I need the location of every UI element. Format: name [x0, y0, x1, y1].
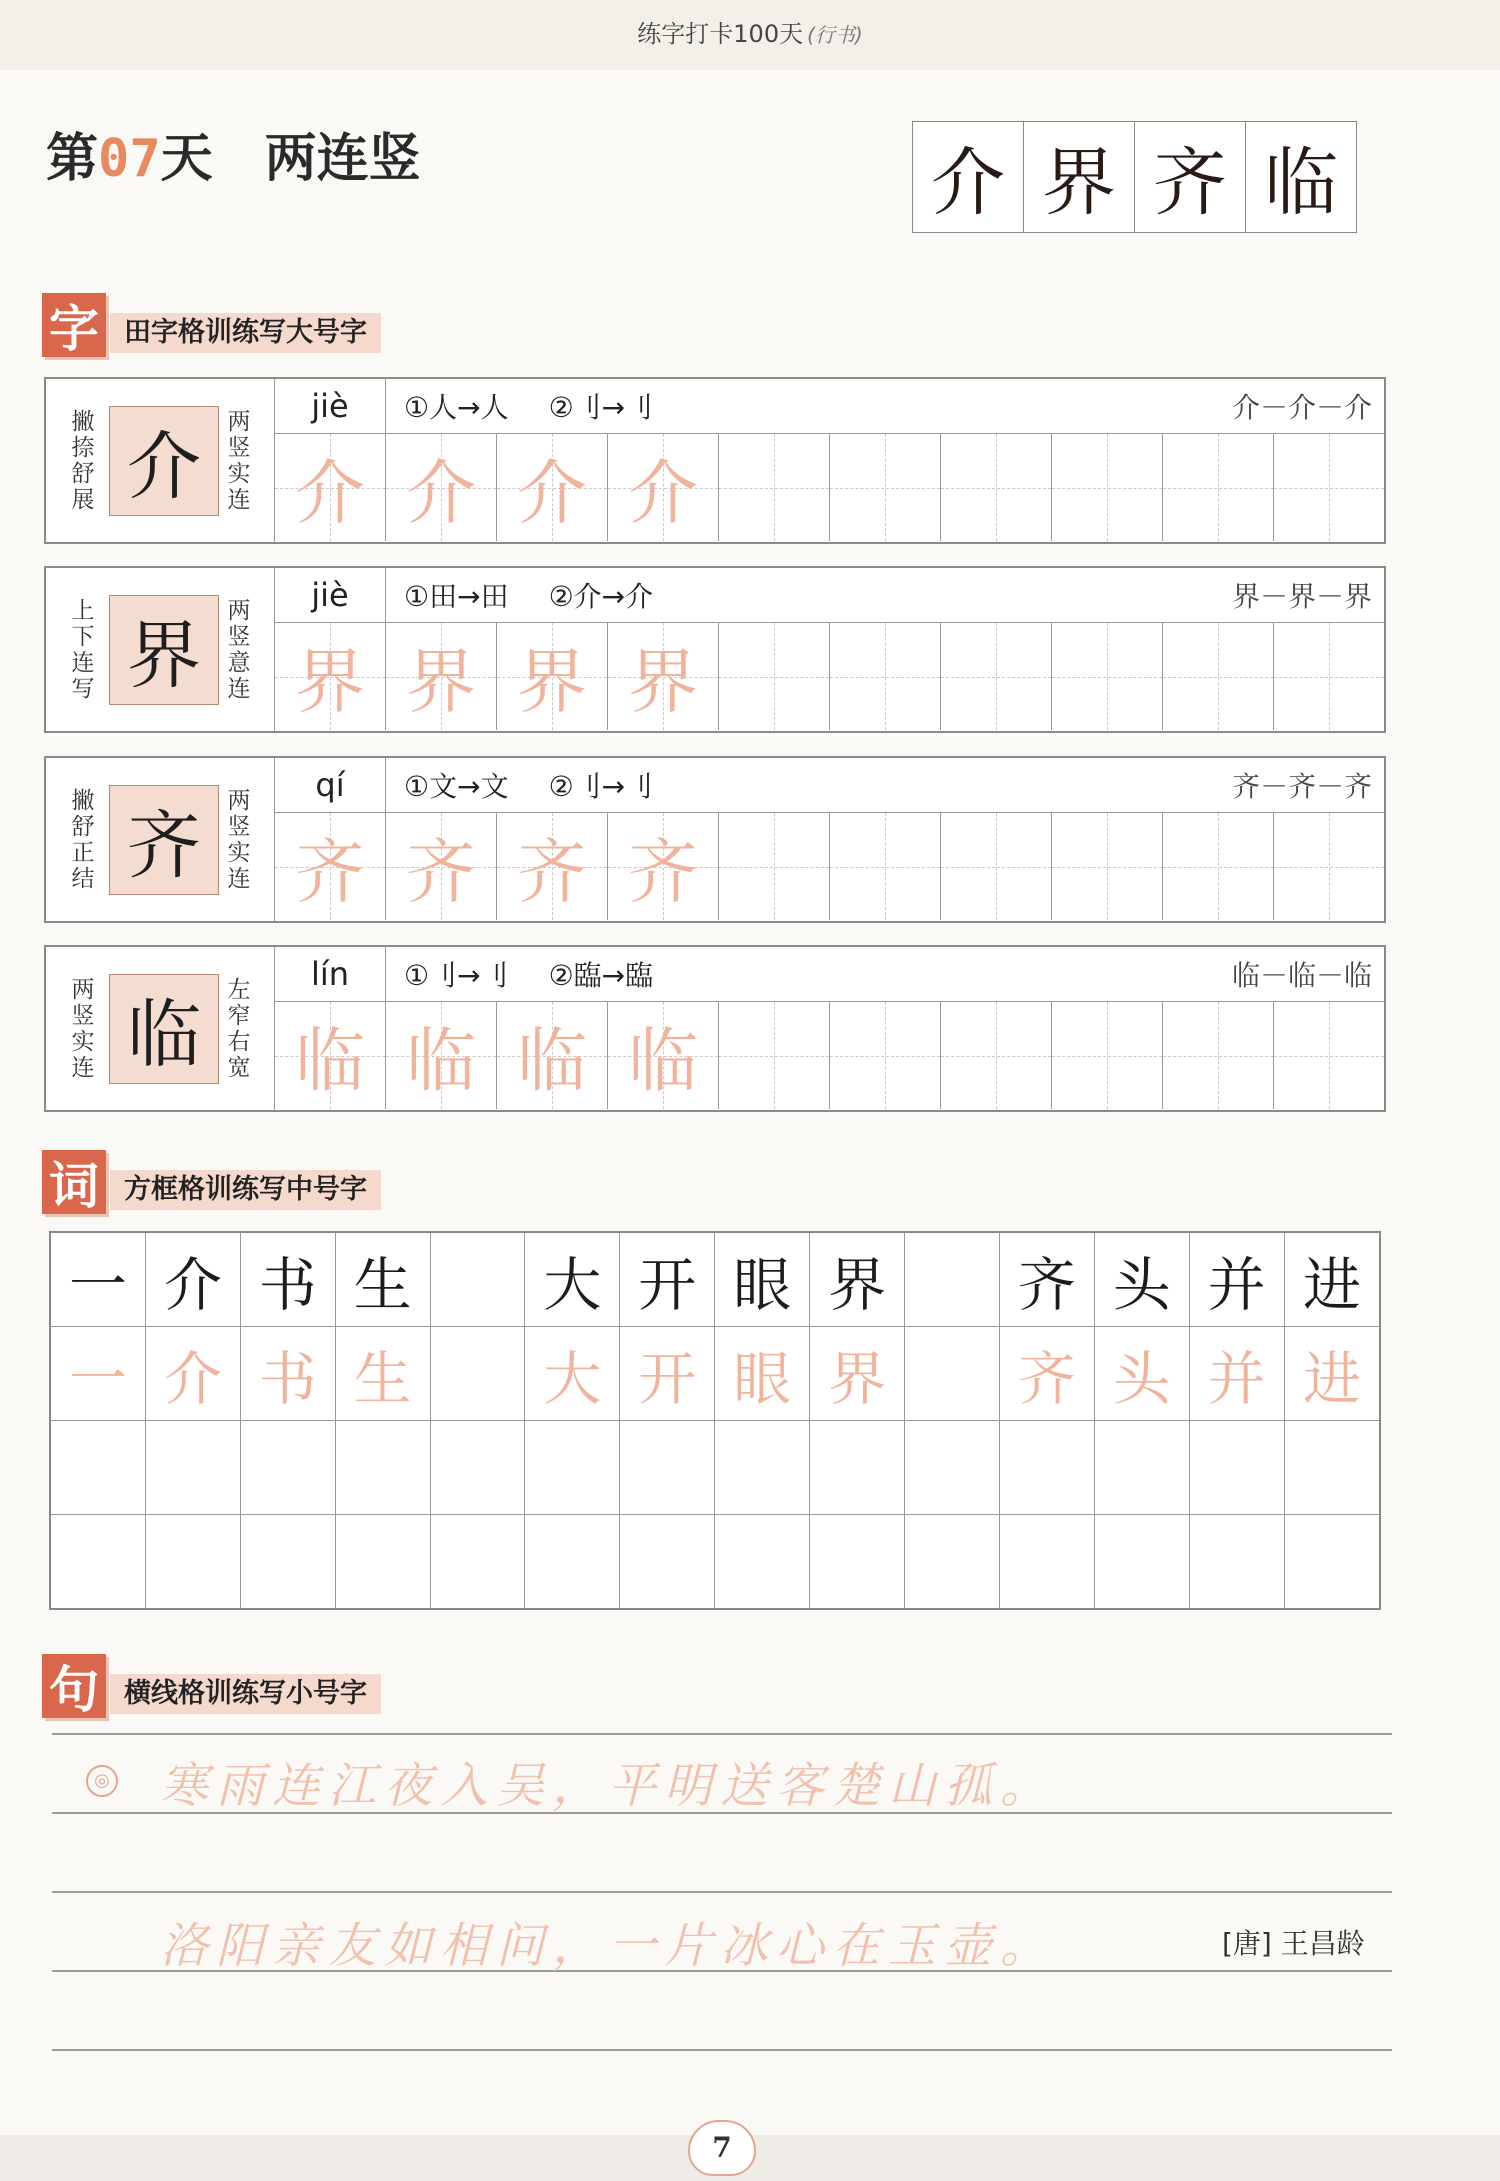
word-practice-grid	[49, 1231, 1381, 1610]
right-note: 两竖意连	[227, 598, 251, 702]
model-char: 临	[109, 974, 219, 1084]
word-empty-cell[interactable]	[810, 1515, 905, 1608]
trace-cell[interactable]	[608, 623, 719, 730]
empty-cell[interactable]	[1274, 623, 1384, 730]
trace-char: 齐	[517, 831, 587, 913]
empty-cell[interactable]	[941, 813, 1052, 920]
practice-grid	[275, 434, 1384, 541]
empty-cell[interactable]	[1163, 434, 1274, 541]
trace-cell[interactable]	[386, 1002, 497, 1109]
word-empty-cell[interactable]	[241, 1515, 336, 1608]
header-title: 练字打卡100天	[637, 20, 804, 48]
trace-char: 界	[628, 641, 698, 723]
word-model-cell: 齐	[1000, 1233, 1095, 1327]
day-title	[46, 116, 421, 191]
word-empty-cell[interactable]	[1190, 1421, 1285, 1515]
empty-cell[interactable]	[830, 1002, 941, 1109]
preview-char: 介	[913, 122, 1024, 232]
empty-cell[interactable]	[719, 623, 830, 730]
word-model-cell: 头	[1095, 1233, 1190, 1327]
section-label: 田字格训练写大号字	[110, 313, 381, 353]
char-practice-block	[44, 945, 1386, 1112]
word-empty-cell[interactable]	[620, 1515, 715, 1608]
section-small-header	[42, 1654, 381, 1718]
trace-char: 介	[406, 452, 476, 534]
model-char: 界	[109, 595, 219, 705]
trace-char: 临	[406, 1020, 476, 1102]
lesson-topic: 两连竖	[264, 128, 421, 189]
char-model	[46, 758, 275, 921]
right-note: 两竖实连	[227, 409, 251, 513]
day-number: 07	[98, 129, 161, 189]
word-model-cell: 介	[146, 1233, 241, 1327]
word-empty-cell[interactable]	[431, 1421, 526, 1515]
trace-cell[interactable]	[497, 1002, 608, 1109]
day-suffix: 天	[160, 128, 213, 189]
word-model-cell: 生	[336, 1233, 431, 1327]
word-trace-cell[interactable]: 眼	[715, 1327, 810, 1421]
pinyin: jiè	[275, 568, 386, 622]
empty-cell[interactable]	[1052, 434, 1163, 541]
trace-char: 界	[295, 641, 365, 723]
word-empty-cell[interactable]	[810, 1421, 905, 1515]
word-trace-cell[interactable]: 大	[525, 1327, 620, 1421]
word-trace-cell[interactable]: 界	[810, 1327, 905, 1421]
word-trace-cell[interactable]: 介	[146, 1327, 241, 1421]
empty-cell[interactable]	[1274, 813, 1384, 920]
empty-cell[interactable]	[1163, 623, 1274, 730]
empty-cell[interactable]	[830, 623, 941, 730]
page-number: 7	[688, 2120, 756, 2176]
word-trace-cell[interactable]: 一	[51, 1327, 146, 1421]
word-trace-cell[interactable]: 头	[1095, 1327, 1190, 1421]
left-note: 撇舒正结	[71, 788, 95, 892]
trace-char: 齐	[295, 831, 365, 913]
stroke-step: ②刂→刂	[548, 391, 654, 424]
stroke-step: ①文→文	[404, 770, 509, 803]
word-empty-cell[interactable]	[715, 1421, 810, 1515]
trace-char: 临	[517, 1020, 587, 1102]
stroke-step: ①刂→刂	[404, 959, 509, 992]
word-empty-cell[interactable]	[1095, 1421, 1190, 1515]
empty-cell[interactable]	[941, 623, 1052, 730]
pinyin: qí	[275, 758, 386, 812]
trace-cell[interactable]	[275, 434, 386, 541]
trace-cell[interactable]	[608, 813, 719, 920]
word-empty-cell[interactable]	[146, 1515, 241, 1608]
trace-cell[interactable]	[497, 434, 608, 541]
trace-cell[interactable]	[497, 813, 608, 920]
trace-cell[interactable]	[275, 623, 386, 730]
stroke-step: ①人→人	[404, 391, 509, 424]
header-subtitle: (行书)	[807, 23, 863, 47]
ruled-line	[52, 1733, 1392, 1735]
model-char: 介	[109, 406, 219, 516]
preview-char: 齐	[1135, 122, 1246, 232]
trace-char: 介	[517, 452, 587, 534]
word-trace-cell[interactable]: 并	[1190, 1327, 1285, 1421]
stroke-step: ②刂→刂	[548, 770, 654, 803]
right-note: 左窄右宽	[227, 977, 251, 1081]
pinyin: jiè	[275, 379, 386, 433]
preview-char: 临	[1264, 140, 1338, 226]
trace-char: 齐	[406, 831, 476, 913]
empty-cell[interactable]	[1052, 623, 1163, 730]
left-note: 两竖实连	[71, 977, 95, 1081]
bullet-icon: ◎	[86, 1765, 118, 1797]
word-model-cell: 并	[1190, 1233, 1285, 1327]
word-empty-cell[interactable]	[241, 1421, 336, 1515]
trace-cell[interactable]	[275, 813, 386, 920]
ruled-line	[52, 2049, 1392, 2051]
empty-cell[interactable]	[941, 434, 1052, 541]
practice-grid	[275, 623, 1384, 730]
preview-char: 界	[1024, 122, 1135, 232]
word-trace-cell[interactable]: 开	[620, 1327, 715, 1421]
word-trace-cell[interactable]: 书	[241, 1327, 336, 1421]
word-trace-cell[interactable]	[431, 1327, 526, 1421]
empty-cell[interactable]	[1274, 1002, 1384, 1109]
section-badge: 句	[42, 1654, 106, 1718]
word-empty-cell[interactable]	[905, 1515, 1000, 1608]
section-large-header	[42, 293, 381, 357]
word-trace-cell[interactable]: 齐	[1000, 1327, 1095, 1421]
trace-cell[interactable]	[386, 623, 497, 730]
empty-cell[interactable]	[1163, 813, 1274, 920]
word-model-cell	[431, 1233, 526, 1327]
ruled-line	[52, 1891, 1392, 1893]
word-empty-cell[interactable]	[1285, 1421, 1380, 1515]
word-model-cell: 进	[1285, 1233, 1380, 1327]
word-empty-cell[interactable]	[525, 1515, 620, 1608]
word-model-cell	[905, 1233, 1000, 1327]
stroke-step: ②介→介	[548, 580, 654, 613]
pinyin: lín	[275, 947, 386, 1001]
word-model-cell: 书	[241, 1233, 336, 1327]
char-model	[46, 947, 275, 1110]
word-trace-cell[interactable]: 生	[336, 1327, 431, 1421]
word-empty-cell[interactable]	[336, 1515, 431, 1608]
empty-cell[interactable]	[719, 1002, 830, 1109]
trace-cell[interactable]	[386, 813, 497, 920]
stroke-step: ①田→田	[404, 580, 509, 613]
trace-char: 界	[406, 641, 476, 723]
trace-cell[interactable]	[608, 1002, 719, 1109]
word-trace-cell[interactable]	[905, 1327, 1000, 1421]
trace-char: 临	[628, 1020, 698, 1102]
trace-char: 临	[295, 1020, 365, 1102]
word-empty-cell[interactable]	[715, 1515, 810, 1608]
char-practice-block	[44, 566, 1386, 733]
word-empty-cell[interactable]	[51, 1421, 146, 1515]
word-empty-cell[interactable]	[1000, 1421, 1095, 1515]
empty-cell[interactable]	[1052, 813, 1163, 920]
char-sequence: 齐－齐－齐	[1231, 770, 1372, 803]
right-note: 两竖实连	[227, 788, 251, 892]
empty-cell[interactable]	[1274, 434, 1384, 541]
word-empty-cell[interactable]	[1000, 1515, 1095, 1608]
word-empty-cell[interactable]	[620, 1421, 715, 1515]
trace-cell[interactable]	[608, 434, 719, 541]
word-empty-cell[interactable]	[51, 1515, 146, 1608]
word-empty-cell[interactable]	[1095, 1515, 1190, 1608]
empty-cell[interactable]	[719, 434, 830, 541]
word-model-cell: 一	[51, 1233, 146, 1327]
empty-cell[interactable]	[1163, 1002, 1274, 1109]
word-empty-cell[interactable]	[525, 1421, 620, 1515]
word-empty-cell[interactable]	[905, 1421, 1000, 1515]
page-header	[0, 14, 1500, 49]
day-prefix: 第	[46, 128, 99, 189]
section-label: 方框格训练写中号字	[110, 1170, 381, 1210]
section-label: 横线格训练写小号字	[110, 1674, 381, 1714]
char-sequence: 介－介－介	[1231, 391, 1372, 424]
empty-cell[interactable]	[830, 434, 941, 541]
left-note: 撇捺舒展	[71, 409, 95, 513]
word-model-cell: 大	[525, 1233, 620, 1327]
char-sequence: 界－界－界	[1231, 580, 1372, 613]
trace-cell[interactable]	[386, 434, 497, 541]
practice-grid	[275, 1002, 1384, 1109]
trace-cell[interactable]	[497, 623, 608, 730]
empty-cell[interactable]	[719, 813, 830, 920]
char-practice-block	[44, 377, 1386, 544]
empty-cell[interactable]	[1052, 1002, 1163, 1109]
stroke-step: ②臨→臨	[548, 959, 654, 992]
word-model-cell: 眼	[715, 1233, 810, 1327]
preview-chars	[912, 121, 1357, 233]
trace-char: 齐	[628, 831, 698, 913]
section-badge: 词	[42, 1150, 106, 1214]
left-note: 上下连写	[71, 598, 95, 702]
practice-grid	[275, 813, 1384, 920]
trace-char: 界	[517, 641, 587, 723]
trace-char: 介	[295, 452, 365, 534]
section-medium-header	[42, 1150, 381, 1214]
word-model-cell: 开	[620, 1233, 715, 1327]
empty-cell[interactable]	[941, 1002, 1052, 1109]
char-sequence: 临－临－临	[1231, 959, 1372, 992]
word-model-cell: 界	[810, 1233, 905, 1327]
char-model	[46, 379, 275, 542]
model-char: 齐	[109, 785, 219, 895]
trace-char: 介	[628, 452, 698, 534]
trace-cell[interactable]	[275, 1002, 386, 1109]
word-empty-cell[interactable]	[146, 1421, 241, 1515]
poem-line: 洛阳亲友如相问，一片冰心在玉壶。	[160, 1918, 1057, 1974]
poem-line: 寒雨连江夜入吴，平明送客楚山孤。	[160, 1758, 1057, 1814]
empty-cell[interactable]	[830, 813, 941, 920]
word-trace-cell[interactable]: 进	[1285, 1327, 1380, 1421]
poem-attribution: [唐] 王昌龄	[1222, 1927, 1365, 1960]
word-empty-cell[interactable]	[1190, 1515, 1285, 1608]
word-empty-cell[interactable]	[431, 1515, 526, 1608]
section-badge: 字	[42, 293, 106, 357]
word-empty-cell[interactable]	[336, 1421, 431, 1515]
word-empty-cell[interactable]	[1285, 1515, 1380, 1608]
char-practice-block	[44, 756, 1386, 923]
char-model	[46, 568, 275, 731]
